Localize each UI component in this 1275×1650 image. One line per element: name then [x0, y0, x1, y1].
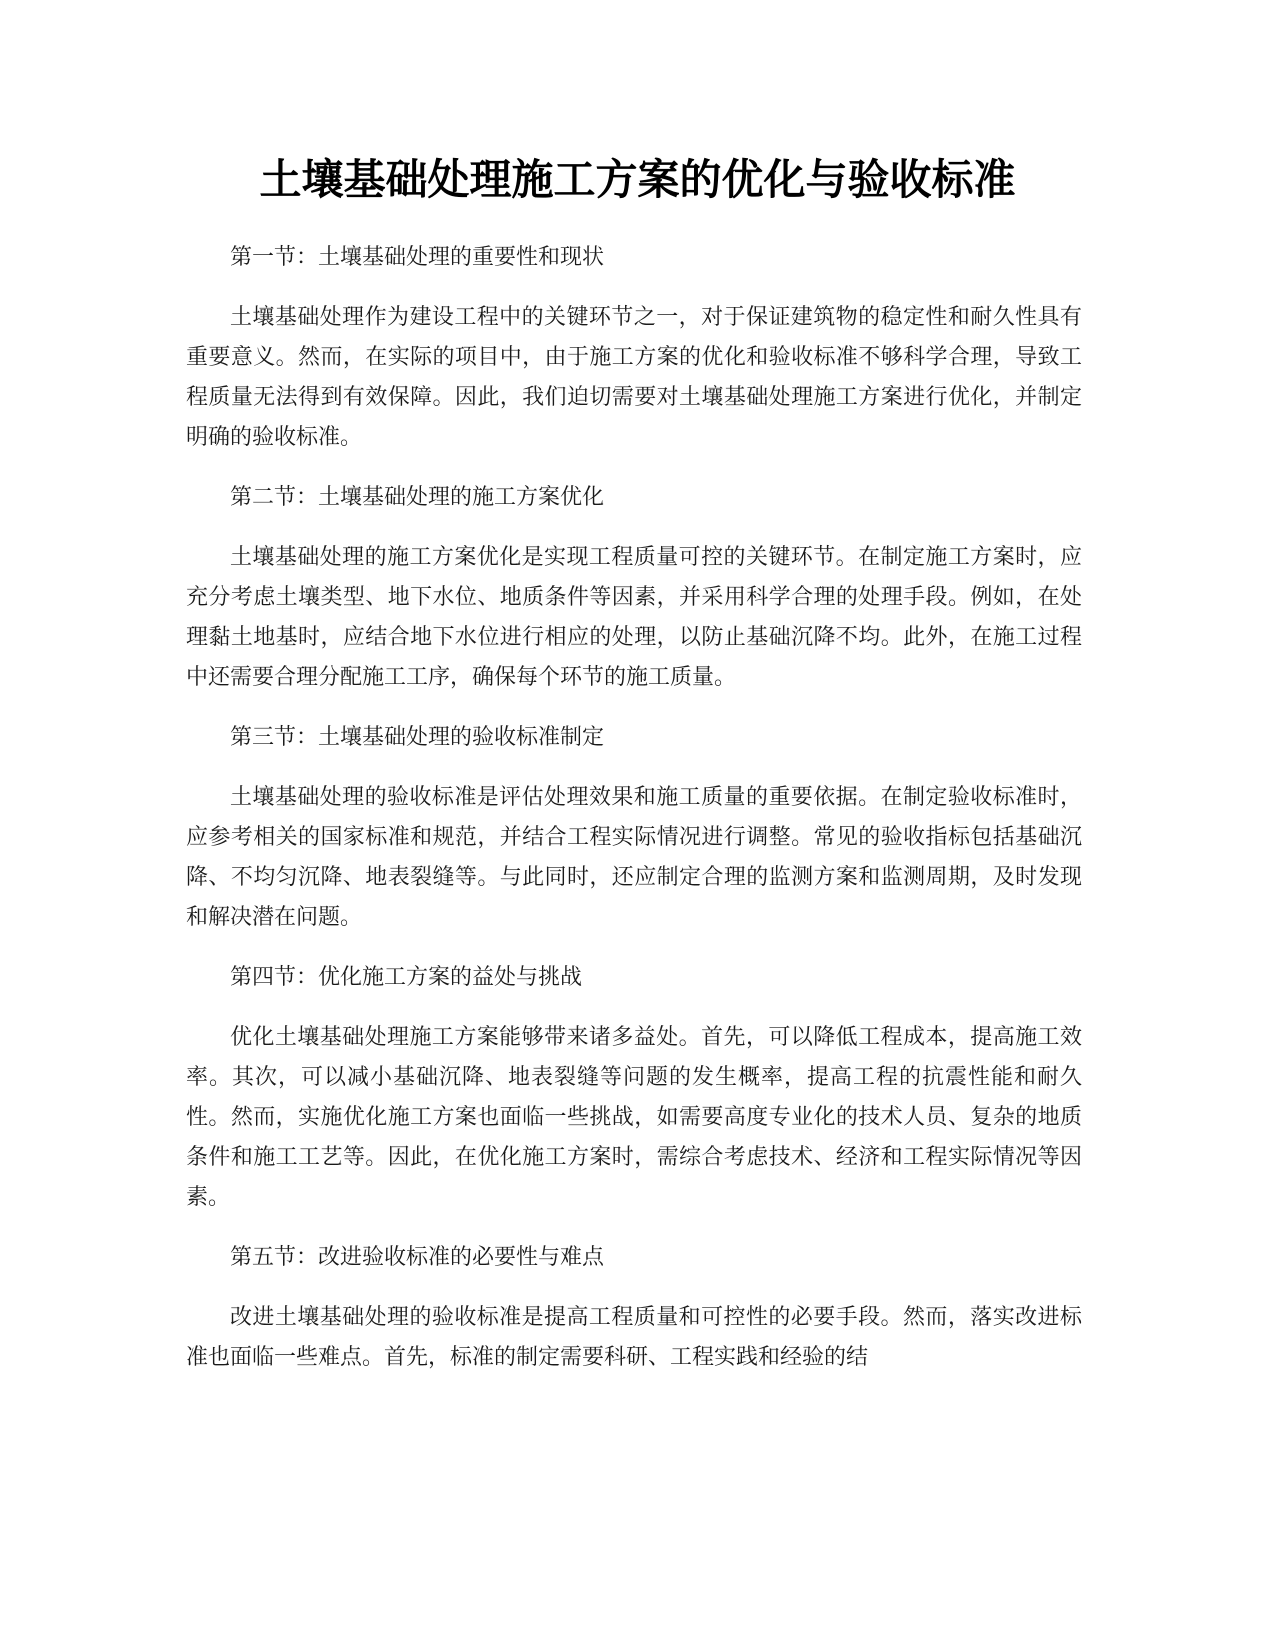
section-paragraph-1: 土壤基础处理作为建设工程中的关键环节之一，对于保证建筑物的稳定性和耐久性具有重要意义。然而，在实际的项目中，由于施工方案的优化和验收标准不够科学合理，导致工程质量无法得到有效保障。因此，我们迫切需要对土壤基础处理施工方案进行优化，并制定明确的验收标准。 — [186, 305, 1082, 450]
section-paragraph-2: 土壤基础处理的施工方案优化是实现工程质量可控的关键环节。在制定施工方案时，应充分考虑土壤类型、地下水位、地质条件等因素，并采用科学合理的处理手段。例如，在处理黏土地基时，应结合地下水位进行相应的处理，以防止基础沉降不均。此外，在施工过程中还需要合理分配施工工序，确保每个环节的施工质量。 — [186, 545, 1082, 690]
section-heading-1: 第一节：土壤基础处理的重要性和现状 — [230, 245, 605, 270]
section-paragraph-3: 土壤基础处理的验收标准是评估处理效果和施工质量的重要依据。在制定验收标准时，应参考相关的国家标准和规范，并结合工程实际情况进行调整。常见的验收指标包括基础沉降、不均匀沉降、地表裂缝等。与此同时，还应制定合理的监测方案和监测周期，及时发现和解决潜在问题。 — [186, 785, 1082, 930]
section-paragraph-4: 优化土壤基础处理施工方案能够带来诸多益处。首先，可以降低工程成本，提高施工效率。其次，可以减小基础沉降、地表裂缝等问题的发生概率，提高工程的抗震性能和耐久性。然而，实施优化施工方案也面临一些挑战，如需要高度专业化的技术人员、复杂的地质条件和施工工艺等。因此，在优化施工方案时，需综合考虑技术、经济和工程实际情况等因素。 — [186, 1025, 1082, 1210]
section-heading-2: 第二节：土壤基础处理的施工方案优化 — [230, 485, 605, 510]
section-heading-3: 第三节：土壤基础处理的验收标准制定 — [230, 725, 605, 750]
section-heading-5: 第五节：改进验收标准的必要性与难点 — [230, 1245, 605, 1270]
document-body — [186, 238, 1082, 1398]
section-heading-4: 第四节：优化施工方案的益处与挑战 — [230, 965, 583, 990]
section-paragraph-5: 改进土壤基础处理的验收标准是提高工程质量和可控性的必要手段。然而，落实改进标准也面临一些难点。首先，标准的制定需要科研、工程实践和经验的结 — [186, 1305, 1082, 1370]
document-title: 土壤基础处理施工方案的优化与验收标准 — [259, 155, 1016, 204]
